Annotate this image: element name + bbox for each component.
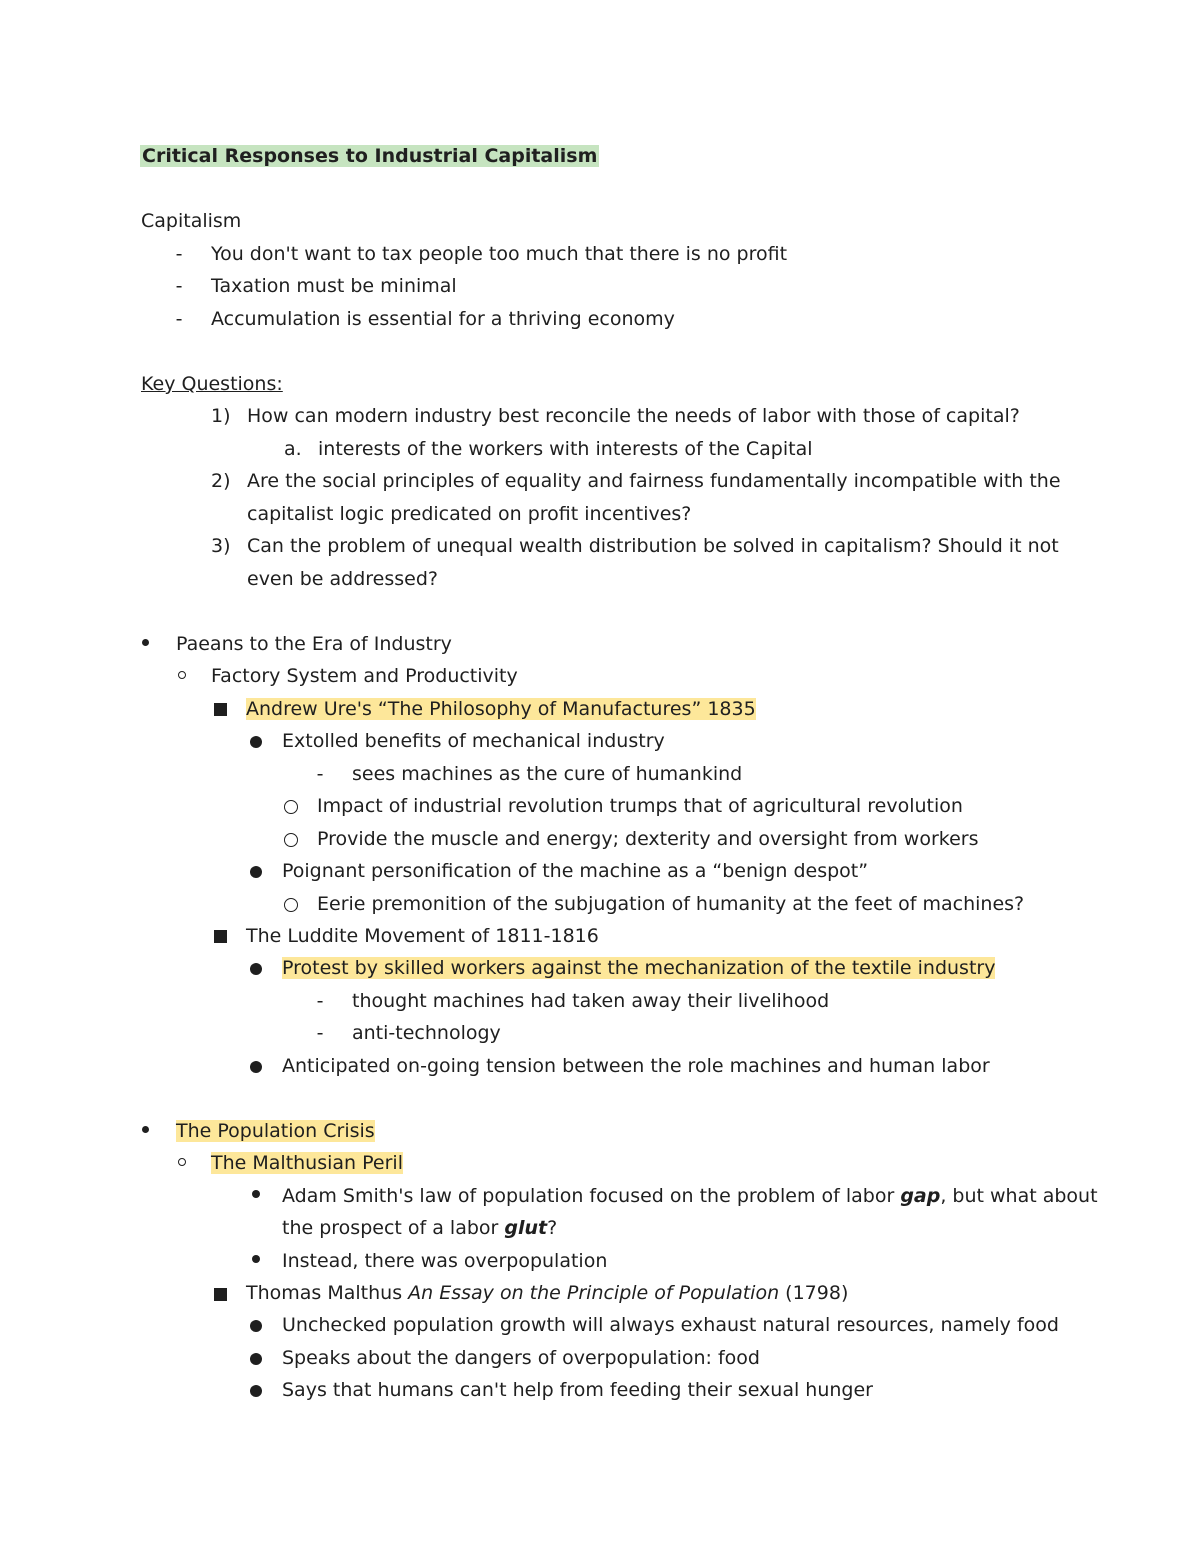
smith2-text-post: ? — [547, 1217, 558, 1239]
bullet-dot-icon — [250, 1061, 262, 1073]
question-3-line1: Can the problem of unequal wealth distribution be solved in capitalism? Should it not — [247, 535, 1059, 557]
capitalism-item: Taxation must be minimal — [211, 275, 457, 297]
instead-item: Instead, there was overpopulation — [282, 1250, 608, 1272]
factory-system: Factory System and Productivity — [211, 665, 518, 687]
impact-item: Impact of industrial revolution trumps that of agricultural revolution — [317, 795, 963, 817]
bullet-dot-icon — [252, 1190, 260, 1198]
malthus-year: (1798) — [779, 1282, 849, 1304]
question-3-line2: even be addressed? — [247, 568, 438, 590]
question-number: 2) — [211, 470, 231, 492]
ure-highlight: Andrew Ure's “The Philosophy of Manufactures” 1835 — [246, 698, 756, 720]
eerie-item: Eerie premonition of the subjugation of humanity at the feet of machines? — [317, 893, 1025, 915]
anticipated-item: Anticipated on-going tension between the role machines and human labor — [282, 1055, 990, 1077]
bullet-dot-icon — [250, 866, 262, 878]
capitalism-item: Accumulation is essential for a thriving economy — [211, 308, 675, 330]
key-questions-heading: Key Questions: — [141, 373, 283, 395]
capitalism-heading: Capitalism — [141, 210, 242, 232]
malthus-item — [246, 1280, 848, 1306]
luddite-item: The Luddite Movement of 1811-1816 — [246, 925, 599, 947]
smith-text-post: , but what about — [940, 1185, 1098, 1207]
bullet-ring-icon — [284, 898, 298, 912]
document-title: Critical Responses to Industrial Capitalism — [142, 145, 598, 167]
bullet-dot-icon — [250, 1353, 262, 1365]
ure-item — [246, 696, 756, 722]
dash-marker: - — [316, 1022, 324, 1044]
bullet-square-icon — [214, 1288, 227, 1301]
bullet-ring-icon — [284, 800, 298, 814]
dash-marker: - — [175, 243, 183, 265]
glut-emphasis: glut — [504, 1217, 548, 1239]
malthusian-highlight: The Malthusian Peril — [211, 1152, 403, 1174]
speaks-item: Speaks about the dangers of overpopulation: food — [282, 1347, 760, 1369]
malthus-book-title: An Essay on the Principle of Population — [408, 1282, 780, 1304]
says-item: Says that humans can't help from feeding their sexual hunger — [282, 1379, 873, 1401]
protest-item — [282, 955, 995, 981]
bullet-dot-icon — [142, 1126, 149, 1133]
thought-item: thought machines had taken away their livelihood — [352, 990, 830, 1012]
question-1: How can modern industry best reconcile the needs of labor with those of capital? — [247, 405, 1020, 427]
dash-marker: - — [175, 275, 183, 297]
anti-item: anti-technology — [352, 1022, 501, 1044]
dash-marker: - — [316, 990, 324, 1012]
subquestion-letter: a. — [284, 438, 302, 460]
question-number: 3) — [211, 535, 231, 557]
poignant-item: Poignant personification of the machine as a “benign despot” — [282, 860, 869, 882]
question-1a: interests of the workers with interests of the Capital — [318, 438, 813, 460]
population-highlight: The Population Crisis — [176, 1120, 375, 1142]
question-2-line2: capitalist logic predicated on profit incentives? — [247, 503, 692, 525]
bullet-square-icon — [214, 930, 227, 943]
smith-item-line1 — [282, 1183, 1098, 1209]
bullet-ring-icon — [178, 1158, 186, 1166]
smith2-text: the prospect of a labor — [282, 1217, 505, 1239]
bullet-dot-icon — [250, 963, 262, 975]
question-number: 1) — [211, 405, 231, 427]
protest-highlight: Protest by skilled workers against the mechanization of the textile industry — [282, 957, 996, 979]
bullet-square-icon — [214, 703, 227, 716]
paeans-heading: Paeans to the Era of Industry — [176, 633, 452, 655]
gap-emphasis: gap — [900, 1185, 941, 1207]
smith-text: Adam Smith's law of population focused on the problem of labor — [282, 1185, 901, 1207]
sees-item: sees machines as the cure of humankind — [352, 763, 743, 785]
bullet-dot-icon — [250, 1320, 262, 1332]
population-heading — [176, 1118, 375, 1144]
extolled-item: Extolled benefits of mechanical industry — [282, 730, 665, 752]
bullet-dot-icon — [142, 639, 149, 646]
unchecked-item: Unchecked population growth will always exhaust natural resources, namely food — [282, 1314, 1059, 1336]
bullet-ring-icon — [284, 833, 298, 847]
question-2-line1: Are the social principles of equality and fairness fundamentally incompatible with the — [247, 470, 1061, 492]
bullet-dot-icon — [250, 736, 262, 748]
dash-marker: - — [175, 308, 183, 330]
provide-item: Provide the muscle and energy; dexterity and oversight from workers — [317, 828, 979, 850]
dash-marker: - — [316, 763, 324, 785]
bullet-dot-icon — [252, 1255, 260, 1263]
bullet-dot-icon — [250, 1385, 262, 1397]
malthusian-item — [211, 1150, 403, 1176]
malthus-text: Thomas Malthus — [246, 1282, 409, 1304]
smith-item-line2 — [282, 1215, 557, 1241]
capitalism-item: You don't want to tax people too much that there is no profit — [211, 243, 788, 265]
bullet-ring-icon — [178, 671, 186, 679]
